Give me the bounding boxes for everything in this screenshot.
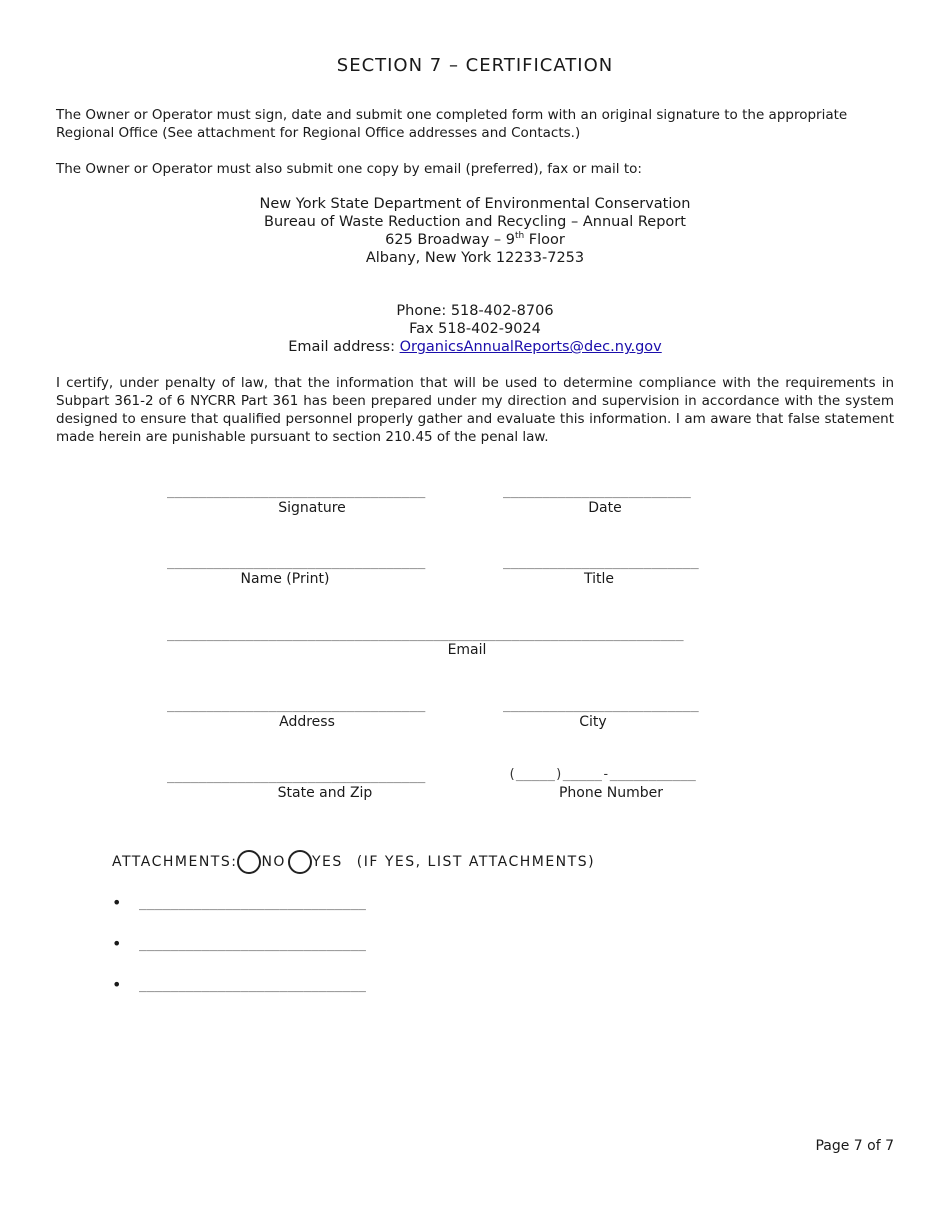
signature-label: Signature [278,500,346,516]
attachments-label: ATTACHMENTS: [112,854,238,870]
signature-line[interactable]: _________________________________ [167,484,426,499]
bullet-2: • [112,934,122,953]
name-line[interactable]: _________________________________ [167,555,426,570]
state-zip-line[interactable]: _________________________________ [167,769,426,784]
no-label: NO [261,854,286,870]
name-label: Name (Print) [240,571,330,587]
city-line[interactable]: _________________________ [503,698,699,713]
title-label: Title [583,571,614,587]
phone-text: Phone: 518-402-8706 [396,303,554,319]
state-zip-label: State and Zip [277,785,373,801]
email-field-line[interactable]: __________________________________________________________________ [167,627,684,642]
date-line[interactable]: ________________________ [503,484,691,499]
no-radio[interactable] [237,850,261,874]
section-title: SECTION 7 – CERTIFICATION [336,55,614,76]
bullet-1: • [112,893,122,912]
attachment-line-2[interactable]: _____________________________ [139,937,366,952]
address-line-1: New York State Department of Environmental Conservation [259,196,691,212]
certification-statement: I certify, under penalty of law, that the information that will be used to determine compliance with the requirements in Subpart 361-2 of 6 NYCRR Part 361 has been prepared under my direction and supervision in accordance with the system designed to ensure that qualified personnel properly gather and evaluate this information. I am aware that false statement made herein are punishable pursuant to section 210.45 of the penal law. [56,375,894,445]
fax-text: Fax 518-402-9024 [409,321,541,337]
intro-paragraph-2: The Owner or Operator must also submit one copy by email (preferred), fax or mail to: [56,161,642,177]
address-line-4: Albany, New York 12233-7253 [365,250,585,266]
email-label: Email [447,642,487,658]
attachment-line-1[interactable]: _____________________________ [139,896,366,911]
address-line-3: 625 Broadway – 9th Floor [385,231,565,248]
phone-number-line[interactable]: (_____)_____-___________ [508,767,696,782]
city-label: City [579,714,607,730]
email-link[interactable]: OrganicsAnnualReports@dec.ny.gov [399,339,662,355]
address-line[interactable]: _________________________________ [167,698,426,713]
address-line-2: Bureau of Waste Reduction and Recycling – Annual Report [264,214,686,230]
mailing-address [0,195,950,267]
email-line: Email address: OrganicsAnnualReports@dec.ny.gov [288,339,662,355]
bullet-3: • [112,975,122,994]
attachment-line-3[interactable]: _____________________________ [139,978,366,993]
attachments-note: (IF YES, LIST ATTACHMENTS) [356,854,596,870]
date-label: Date [588,500,622,516]
yes-radio[interactable] [288,850,312,874]
title-line[interactable]: _________________________ [503,555,699,570]
page-number: Page 7 of 7 [815,1138,894,1154]
attachments-row [112,850,595,874]
contact-block [0,302,950,356]
intro-paragraph-1: The Owner or Operator must sign, date and submit one completed form with an original signature to the appropriate Regional Office (See attachment for Regional Office addresses and Contacts.) [56,107,848,141]
yes-label: YES [311,854,343,870]
address-label: Address [279,714,335,730]
phone-number-label: Phone Number [558,785,664,801]
